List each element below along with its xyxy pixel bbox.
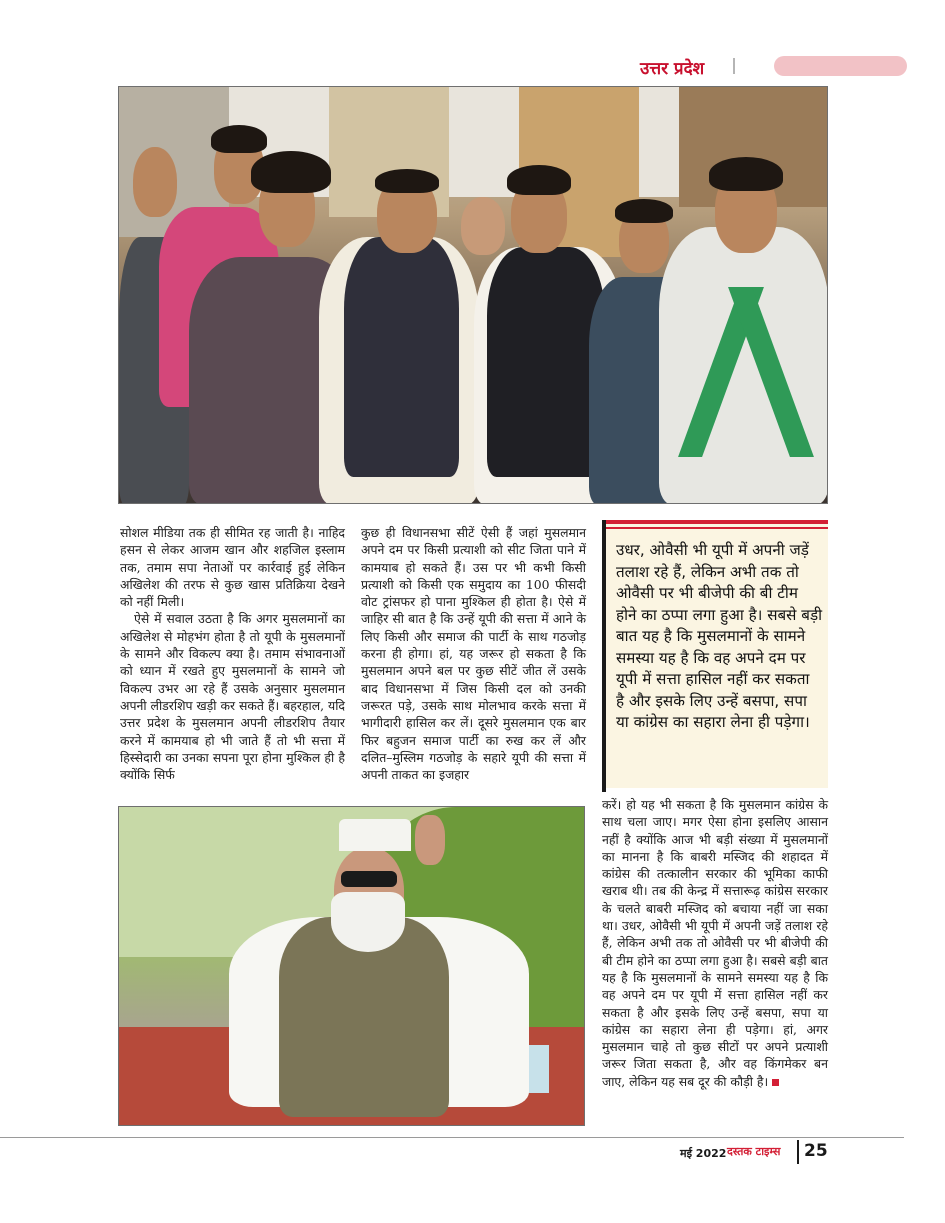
article-paragraph: करें। हो यह भी सकता है कि मुसलमान कांग्रेस के साथ चला जाए। मगर ऐसा होना इसलिए आसान नहीं है क्योंकि आज भी बड़ी संख्या में मुसलमानों का मानना है कि बाबरी मस्जिद की शहादत में कांग्रेस की तत्कालीन सरकार की भूमिका काफी खराब थी। तब की केन्द्र में सत्तारूढ़ कांग्रेस सरकार के चलते बाबरी मस्जिद को बचाया नहीं जा सका था। उधर, ओवैसी भी यूपी में अपनी जड़ें तलाश रहे हैं, लेकिन अभी तक तो ओवैसी पर भी बीजेपी की बी टीम होने का ठप्पा लगा हुआ है। सबसे बड़ी बात यह है कि मुसलमानों के सामने समस्या यह है कि वह अपने दम पर यूपी में सत्ता हासिल नहीं कर सकता है और इसके लिए उन्हें बसपा, सपा या कांग्रेस का सहारा लेना ही पड़ेगा। हां, अगर मुसलमान चाहे तो कुछ सीटों पर अपने प्रत्याशी जरूर जिता सकता है, और वह किंगमेकर बन जाए, लेकिन यह सब दूर की कौड़ी है।	[602, 797, 828, 1089]
footer-divider	[0, 1137, 904, 1138]
article-paragraph: सोशल मीडिया तक ही सीमित रह जाती है। नाहिद हसन से लेकर आजम खान और शहजिल इस्लाम तक, तमाम सपा नेताओं पर कार्रवाई हुई लेकिन अखिलेश की तरफ से कुछ खास प्रतिक्रिया देखने को नहीं मिली।	[120, 525, 345, 610]
article-column-1	[120, 524, 345, 783]
article-column-2	[361, 524, 586, 783]
article-paragraph: कुछ ही विधानसभा सीटें ऐसी हैं जहां मुसलमान अपने दम पर किसी प्रत्याशी को सीट जिता पाने में कामयाब हो सकते हैं। उस पर भी कभी किसी प्रत्याशी को किसी एक समुदाय का 100 फीसदी वोट ट्रांसफर हो पाना मुश्किल ही होता है। ऐसे में जाहिर सी बात है कि उन्हें यूपी की सत्ता में आने के लिए किसी और समाज की पार्टी के साथ गठजोड़ करना ही होगा। हां, यह जरूर हो सकता है कि मुसलमान अपने बल पर कुछ सीटें जीत लें उसके बाद विधानसभा में जिस किसी दल को उनकी जरूरत पड़े, उसके साथ मोलभाव करके सत्ता में भागीदारी हासिल कर लें। दूसरे मुसलमान एक बार फिर बहुजन समाज पार्टी का रुख कर लें और दलित–मुस्लिम गठजोड़ के सहारे यूपी की सत्ता में अपनी ताकत का इजहार	[361, 525, 586, 783]
pull-quote-text: उधर, ओवैसी भी यूपी में अपनी जड़ें तलाश रहे हैं, लेकिन अभी तक तो ओवैसी पर भी बीजेपी की बी टीम होने का ठप्पा लगा हुआ है। सबसे बड़ी बात यह है कि मुसलमानों के सामने समस्या यह है कि वह अपने दम पर यूपी में सत्ता हासिल नहीं कर सकता है और इसके लिए उन्हें बसपा, सपा या कांग्रेस का सहारा लेना ही पड़ेगा।	[616, 541, 823, 731]
header-divider	[733, 58, 735, 74]
end-mark-icon	[772, 1079, 779, 1086]
footer-separator	[797, 1140, 799, 1164]
header-pill-decoration	[774, 56, 907, 76]
article-paragraph: ऐसे में सवाल उठता है कि अगर मुसलमानों का अखिलेश से मोहभंग होता है तो यूपी के मुसलमानों के सामने और विकल्प क्या है। तमाम संभावनाओं को ध्यान में रखते हुए मुसलमानों के सामने जो विकल्प उभर आ रहे हैं उसके अनुसार मुसलमान अपनी लीडरशिप खड़ी कर सकते हैं। बहरहाल, यदि उत्तर प्रदेश के मुसलमान अपनी लीडरशिप तैयार करने में कामयाब हो भी जाते हैं तो भी सत्ता में हिस्सेदारी का उनका सपना पूरा होना मुश्किल ही है क्योंकि सिर्फ	[120, 611, 345, 783]
pull-quote-box	[602, 520, 828, 788]
article-column-3	[602, 796, 828, 1090]
elderly-man-cap-photo	[118, 806, 585, 1126]
magazine-brand: दस्तक टाइम्स	[727, 1145, 781, 1158]
page-number: 25	[804, 1141, 828, 1161]
issue-date: मई 2022	[680, 1147, 727, 1160]
pull-quote-bar	[602, 520, 606, 792]
group-photo-men-street	[118, 86, 828, 504]
section-title: उत्तर प्रदेश	[640, 59, 705, 79]
